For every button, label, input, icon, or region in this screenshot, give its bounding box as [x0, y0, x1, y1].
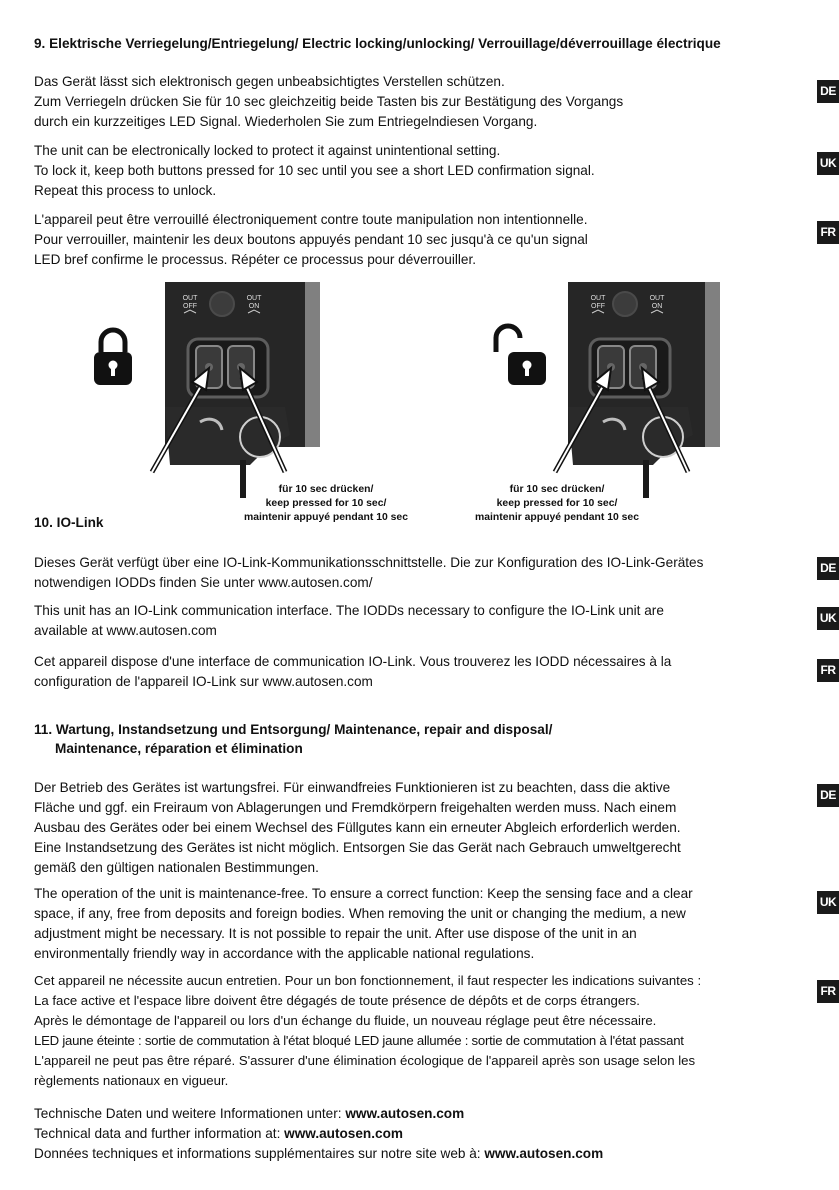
lock-illustration — [80, 282, 340, 498]
off-label: OFF — [591, 303, 605, 310]
lock-closed-icon — [94, 330, 132, 385]
caption-left — [228, 483, 424, 525]
language-tab-fr: FR — [817, 659, 839, 682]
caption-line: für 10 sec drücken/ — [509, 484, 605, 495]
out-label: OUT — [182, 295, 198, 302]
text-line: LED jaune éteinte : sortie de commutation à l'état bloqué LED jaune allumée : sortie de commutation à l'état passant — [34, 1033, 684, 1048]
website-link[interactable]: www.autosen.com — [284, 1126, 403, 1141]
sensor-device — [555, 282, 720, 498]
on-label: ON — [651, 303, 663, 310]
text-line: This unit has an IO-Link communication interface. The IODDs necessary to configure the IO-Link unit are — [34, 603, 664, 618]
text-line: durch ein kurzzeitiges LED Signal. Wiederholen Sie zum Entriegelndiesen Vorgang. — [34, 114, 538, 129]
text-line: L'appareil peut être verrouillé électroniquement contre toute manipulation non intentionnelle. — [34, 212, 588, 227]
off-label: OFF — [183, 303, 197, 310]
caption-line: keep pressed for 10 sec/ — [496, 498, 618, 509]
footer-line-fr — [34, 1144, 603, 1164]
text-line: environmentally friendly way in accordance with the applicable national regulations. — [34, 946, 535, 961]
website-link[interactable]: www.autosen.com — [345, 1106, 465, 1121]
text-line: Das Gerät lässt sich elektronisch gegen unbeabsichtigtes Verstellen schützen. — [34, 74, 505, 89]
text-line: configuration de l'appareil IO-Link sur www.autosen.com — [34, 674, 373, 689]
section-10-text-de — [34, 553, 703, 593]
text-line: Fläche und ggf. ein Freiraum von Ablagerungen und Fremdkörpern freigehalten werden muss. Nach einem — [34, 800, 677, 815]
footer-line-de — [34, 1104, 603, 1124]
text-line: LED bref confirme le processus. Répéter ce processus pour déverrouiller. — [34, 252, 477, 267]
out-label: OUT — [649, 295, 665, 302]
text-line: To lock it, keep both buttons pressed for 10 sec until you see a short LED confirmation signal. — [34, 163, 595, 178]
section-11-text-de — [34, 778, 681, 878]
out-label: OUT — [590, 295, 606, 302]
text-line: Zum Verriegeln drücken Sie für 10 sec gleichzeitig beide Tasten bis zur Bestätigung des Vorgangs — [34, 94, 624, 109]
section-10-text-fr — [34, 652, 671, 692]
section-10-text-uk — [34, 601, 664, 641]
caption-line: maintenir appuyé pendant 10 sec — [244, 512, 408, 523]
text-line: adjustment might be necessary. It is not possible to repair the unit. After use dispose of the unit in an — [34, 926, 637, 941]
footer-info — [34, 1104, 603, 1164]
section-10-heading: 10. IO-Link — [34, 515, 104, 530]
text-line: available at www.autosen.com — [34, 623, 217, 638]
caption-right — [459, 483, 655, 525]
footer-text: Technical data and further information at: — [34, 1126, 285, 1141]
language-tab-uk: UK — [817, 891, 839, 914]
section-11-heading-line2: Maintenance, réparation et élimination — [55, 741, 303, 756]
text-line: Pour verrouiller, maintenir les deux boutons appuyés pendant 10 sec jusqu'à ce qu'un signal — [34, 232, 588, 247]
section-11-heading: 11. Wartung, Instandsetzung und Entsorgung/ Maintenance, repair and disposal/ — [34, 722, 553, 737]
website-link[interactable]: www.autosen.com — [484, 1146, 604, 1161]
text-line: space, if any, free from deposits and foreign bodies. When removing the unit or changing the medium, a new — [34, 906, 686, 921]
language-tab-de: DE — [817, 80, 839, 103]
text-line: Dieses Gerät verfügt über eine IO-Link-Kommunikationsschnittstelle. Die zur Konfiguration des IO-Link-Gerätes — [34, 555, 704, 570]
section-9-heading: 9. Elektrische Verriegelung/Entriegelung/ Electric locking/unlocking/ Verrouillage/déverrouillage électrique — [34, 36, 721, 51]
text-line: Ausbau des Gerätes oder bei einem Wechsel des Füllgutes kann ein erneuter Abgleich erforderlich werden. — [34, 820, 681, 835]
text-line: Eine Instandsetzung des Gerätes ist nicht möglich. Entsorgen Sie das Gerät nach Gebrauch umweltgerecht — [34, 840, 681, 855]
language-tab-uk: UK — [817, 607, 839, 630]
text-line: notwendigen IODDs finden Sie unter www.autosen.com/ — [34, 575, 373, 590]
section-11-text-uk — [34, 884, 693, 964]
language-tab-fr: FR — [817, 980, 839, 1003]
footer-line-uk — [34, 1124, 603, 1144]
text-line: L'appareil ne peut pas être réparé. S'assurer d'une élimination écologique de l'appareil après son usage selon les — [34, 1053, 696, 1068]
text-line: The unit can be electronically locked to protect it against unintentional setting. — [34, 143, 501, 158]
language-tab-fr: FR — [817, 221, 839, 244]
text-line: gemäß den gültigen nationalen Bestimmungen. — [34, 860, 319, 875]
footer-text: Technische Daten und weitere Informationen unter: — [34, 1106, 346, 1121]
text-line: Cet appareil dispose d'une interface de communication IO-Link. Vous trouverez les IODD nécessaires à la — [34, 654, 672, 669]
text-line: Repeat this process to unlock. — [34, 183, 217, 198]
out-label: OUT — [246, 295, 262, 302]
text-line: La face active et l'espace libre doivent être dégagés de toute présence de dépôts et de corps étrangers. — [34, 993, 640, 1008]
language-tab-de: DE — [817, 784, 839, 807]
caption-line: keep pressed for 10 sec/ — [265, 498, 387, 509]
text-line: The operation of the unit is maintenance-free. To ensure a correct function: Keep the sensing face and a clear — [34, 886, 693, 901]
on-label: ON — [248, 303, 260, 310]
caption-line: maintenir appuyé pendant 10 sec — [475, 512, 639, 523]
sensor-device — [152, 282, 320, 498]
text-line: règlements nationaux en vigueur. — [34, 1073, 229, 1088]
text-line: Cet appareil ne nécessite aucun entretien. Pour un bon fonctionnement, il faut respecter les indications suivantes : — [34, 973, 702, 988]
text-line: Der Betrieb des Gerätes ist wartungsfrei. Für einwandfreies Funktionieren ist zu beachten, dass die aktive — [34, 780, 671, 795]
section-11-text-fr — [34, 971, 701, 1091]
section-9-text-uk — [34, 141, 595, 201]
footer-text: Données techniques et informations supplémentaires sur notre site web à: — [34, 1146, 485, 1161]
unlock-illustration — [480, 282, 740, 498]
section-9-text-fr — [34, 210, 588, 270]
lock-open-icon — [496, 326, 546, 385]
caption-line: für 10 sec drücken/ — [278, 484, 374, 495]
language-tab-de: DE — [817, 557, 839, 580]
language-tab-uk: UK — [817, 152, 839, 175]
section-9-text-de — [34, 72, 623, 132]
text-line: Après le démontage de l'appareil ou lors d'un échange du fluide, un nouveau réglage peut être nécessaire. — [34, 1013, 657, 1028]
